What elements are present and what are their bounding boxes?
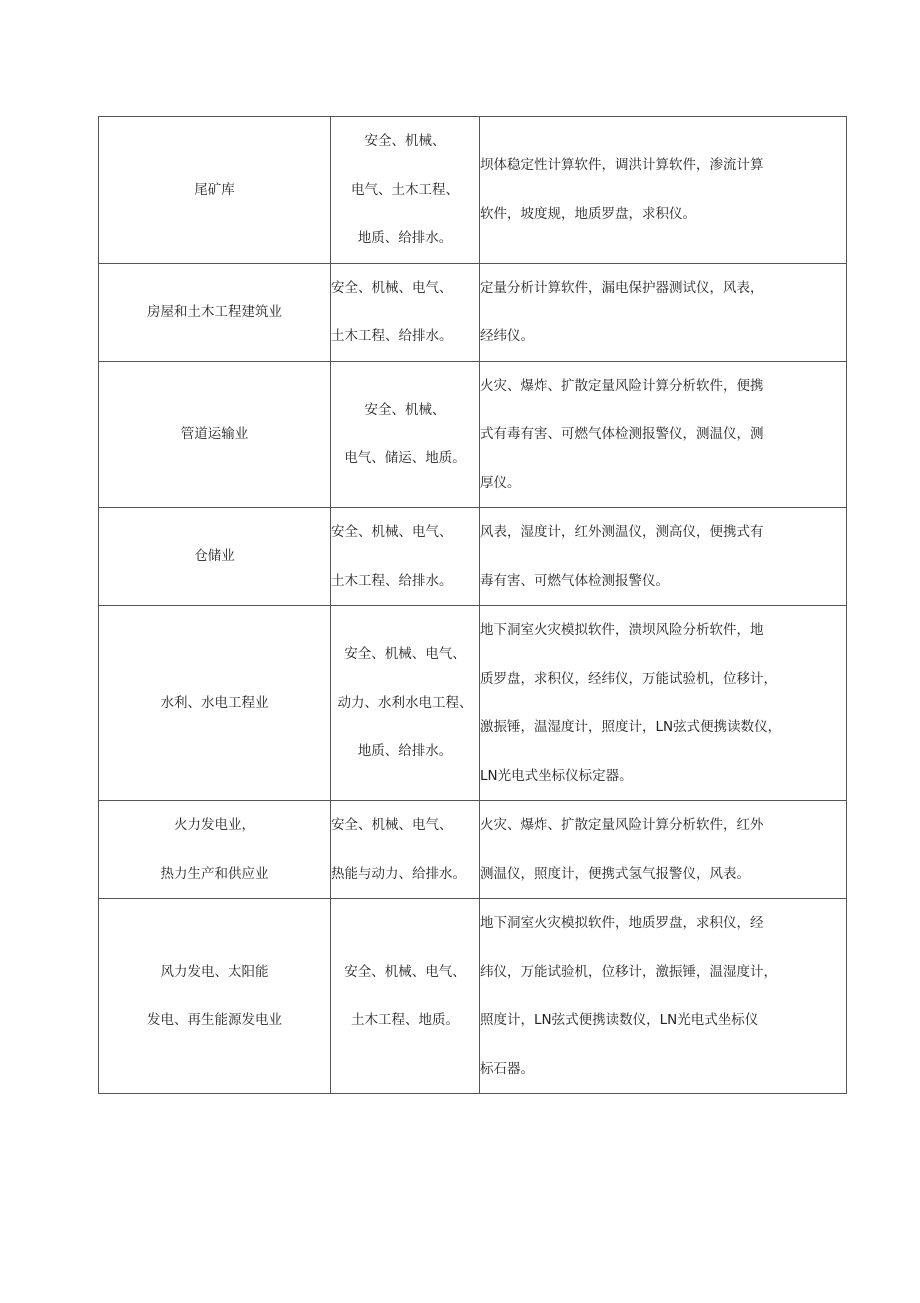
industry-text: 房屋和土木工程建筑业 bbox=[147, 303, 282, 320]
majors-text: 土木工程、地质。 bbox=[351, 1012, 459, 1028]
industry-cell bbox=[99, 263, 331, 361]
equipment-cell bbox=[480, 899, 847, 1094]
equipment-cell bbox=[480, 361, 847, 508]
industry-cell bbox=[99, 801, 331, 899]
industry-text: 仓储业 bbox=[194, 548, 235, 565]
equipment-text: 软件，坡度规，地质罗盘，求积仪。 bbox=[480, 205, 696, 222]
industry-cell bbox=[99, 899, 331, 1094]
majors-text: 电气、储运、地质。 bbox=[344, 450, 466, 467]
majors-text: 热能与动力、给排水。 bbox=[331, 865, 466, 882]
industry-text: 管道运输业 bbox=[180, 426, 249, 442]
equipment-text: 地下洞室火灾模拟软件，溃坝风险分析软件，地 bbox=[480, 622, 764, 638]
equipment-cell bbox=[480, 606, 847, 801]
majors-text: 安全、机械、电气、 bbox=[331, 817, 453, 833]
industry-text: 火力发电业， bbox=[174, 817, 255, 833]
majors-text: 土木工程、给排水。 bbox=[331, 328, 453, 344]
majors-text: 电气、土木工程、 bbox=[351, 181, 459, 198]
equipment-text: 经纬仪。 bbox=[480, 328, 534, 344]
industry-text: 尾矿库 bbox=[194, 181, 235, 198]
industry-cell bbox=[99, 508, 331, 606]
equipment-text: 标石器。 bbox=[480, 1060, 534, 1077]
equipment-text: 质罗盘，求积仪，经纬仪，万能试验机，位移计， bbox=[480, 670, 777, 687]
equipment-cell bbox=[480, 801, 847, 899]
table-row bbox=[99, 508, 847, 606]
table-row bbox=[99, 801, 847, 899]
majors-text: 安全、机械、电气、 bbox=[344, 963, 466, 980]
equipment-text: 火灾、爆炸、扩散定量风险计算分析软件，便携 bbox=[480, 377, 764, 394]
majors-cell bbox=[331, 508, 480, 606]
industry-text: 水利、水电工程业 bbox=[160, 694, 269, 711]
table-row bbox=[99, 117, 847, 264]
industry-text: 风力发电、太阳能 bbox=[160, 963, 269, 980]
industry-equipment-table bbox=[98, 116, 847, 1094]
table-row bbox=[99, 899, 847, 1094]
equipment-text: 毒有害、可燃气体检测报警仪。 bbox=[480, 572, 669, 589]
majors-text: 安全、机械、电气、 bbox=[331, 279, 453, 296]
majors-text: 地质、给排水。 bbox=[357, 230, 453, 246]
majors-cell bbox=[331, 606, 480, 801]
equipment-text: LN光电式坐标仪标定器。 bbox=[480, 767, 633, 784]
majors-cell bbox=[331, 899, 480, 1094]
majors-text: 地质、给排水。 bbox=[357, 743, 453, 760]
equipment-text: 照度计，LN弦式便携读数仪，LN光电式坐标仪 bbox=[480, 1012, 759, 1028]
majors-text: 安全、机械、电气、 bbox=[331, 524, 453, 540]
equipment-text: 式有毒有害、可燃气体检测报警仪，测温仪，测 bbox=[480, 426, 764, 442]
majors-text: 安全、机械、电气、 bbox=[344, 646, 466, 663]
industry-cell bbox=[99, 117, 331, 264]
majors-text: 土木工程、给排水。 bbox=[331, 572, 453, 589]
majors-cell bbox=[331, 263, 480, 361]
table-row bbox=[99, 606, 847, 801]
equipment-text: 地下洞室火灾模拟软件，地质罗盘，求积仪，经 bbox=[480, 915, 764, 931]
equipment-text: 测温仪，照度计，便携式氢气报警仪，风表。 bbox=[480, 865, 750, 882]
equipment-text: 定量分析计算软件，漏电保护器测试仪，风表， bbox=[480, 279, 764, 296]
equipment-text: 火灾、爆炸、扩散定量风险计算分析软件，红外 bbox=[480, 817, 764, 833]
industry-text: 发电、再生能源发电业 bbox=[147, 1012, 282, 1028]
equipment-text: 厚仪。 bbox=[480, 474, 521, 491]
equipment-cell bbox=[480, 263, 847, 361]
equipment-text: 坝体稳定性计算软件，调洪计算软件，渗流计算 bbox=[480, 157, 764, 174]
table-body bbox=[99, 117, 847, 1094]
equipment-text: 纬仪，万能试验机，位移计，激振锤，温湿度计， bbox=[480, 963, 777, 980]
majors-text: 安全、机械、 bbox=[364, 401, 446, 418]
equipment-cell bbox=[480, 117, 847, 264]
industry-text: 热力生产和供应业 bbox=[160, 865, 269, 882]
equipment-cell bbox=[480, 508, 847, 606]
table-row bbox=[99, 263, 847, 361]
equipment-text: 激振锤，温湿度计，照度计，LN弦式便携读数仪， bbox=[480, 719, 782, 735]
majors-cell bbox=[331, 801, 480, 899]
table-row bbox=[99, 361, 847, 508]
majors-cell bbox=[331, 117, 480, 264]
majors-text: 动力、水利水电工程、 bbox=[337, 694, 473, 711]
industry-cell bbox=[99, 361, 331, 508]
majors-cell bbox=[331, 361, 480, 508]
equipment-text: 风表，湿度计，红外测温仪，测高仪，便携式有 bbox=[480, 524, 764, 540]
majors-text: 安全、机械、 bbox=[364, 133, 446, 149]
industry-cell bbox=[99, 606, 331, 801]
